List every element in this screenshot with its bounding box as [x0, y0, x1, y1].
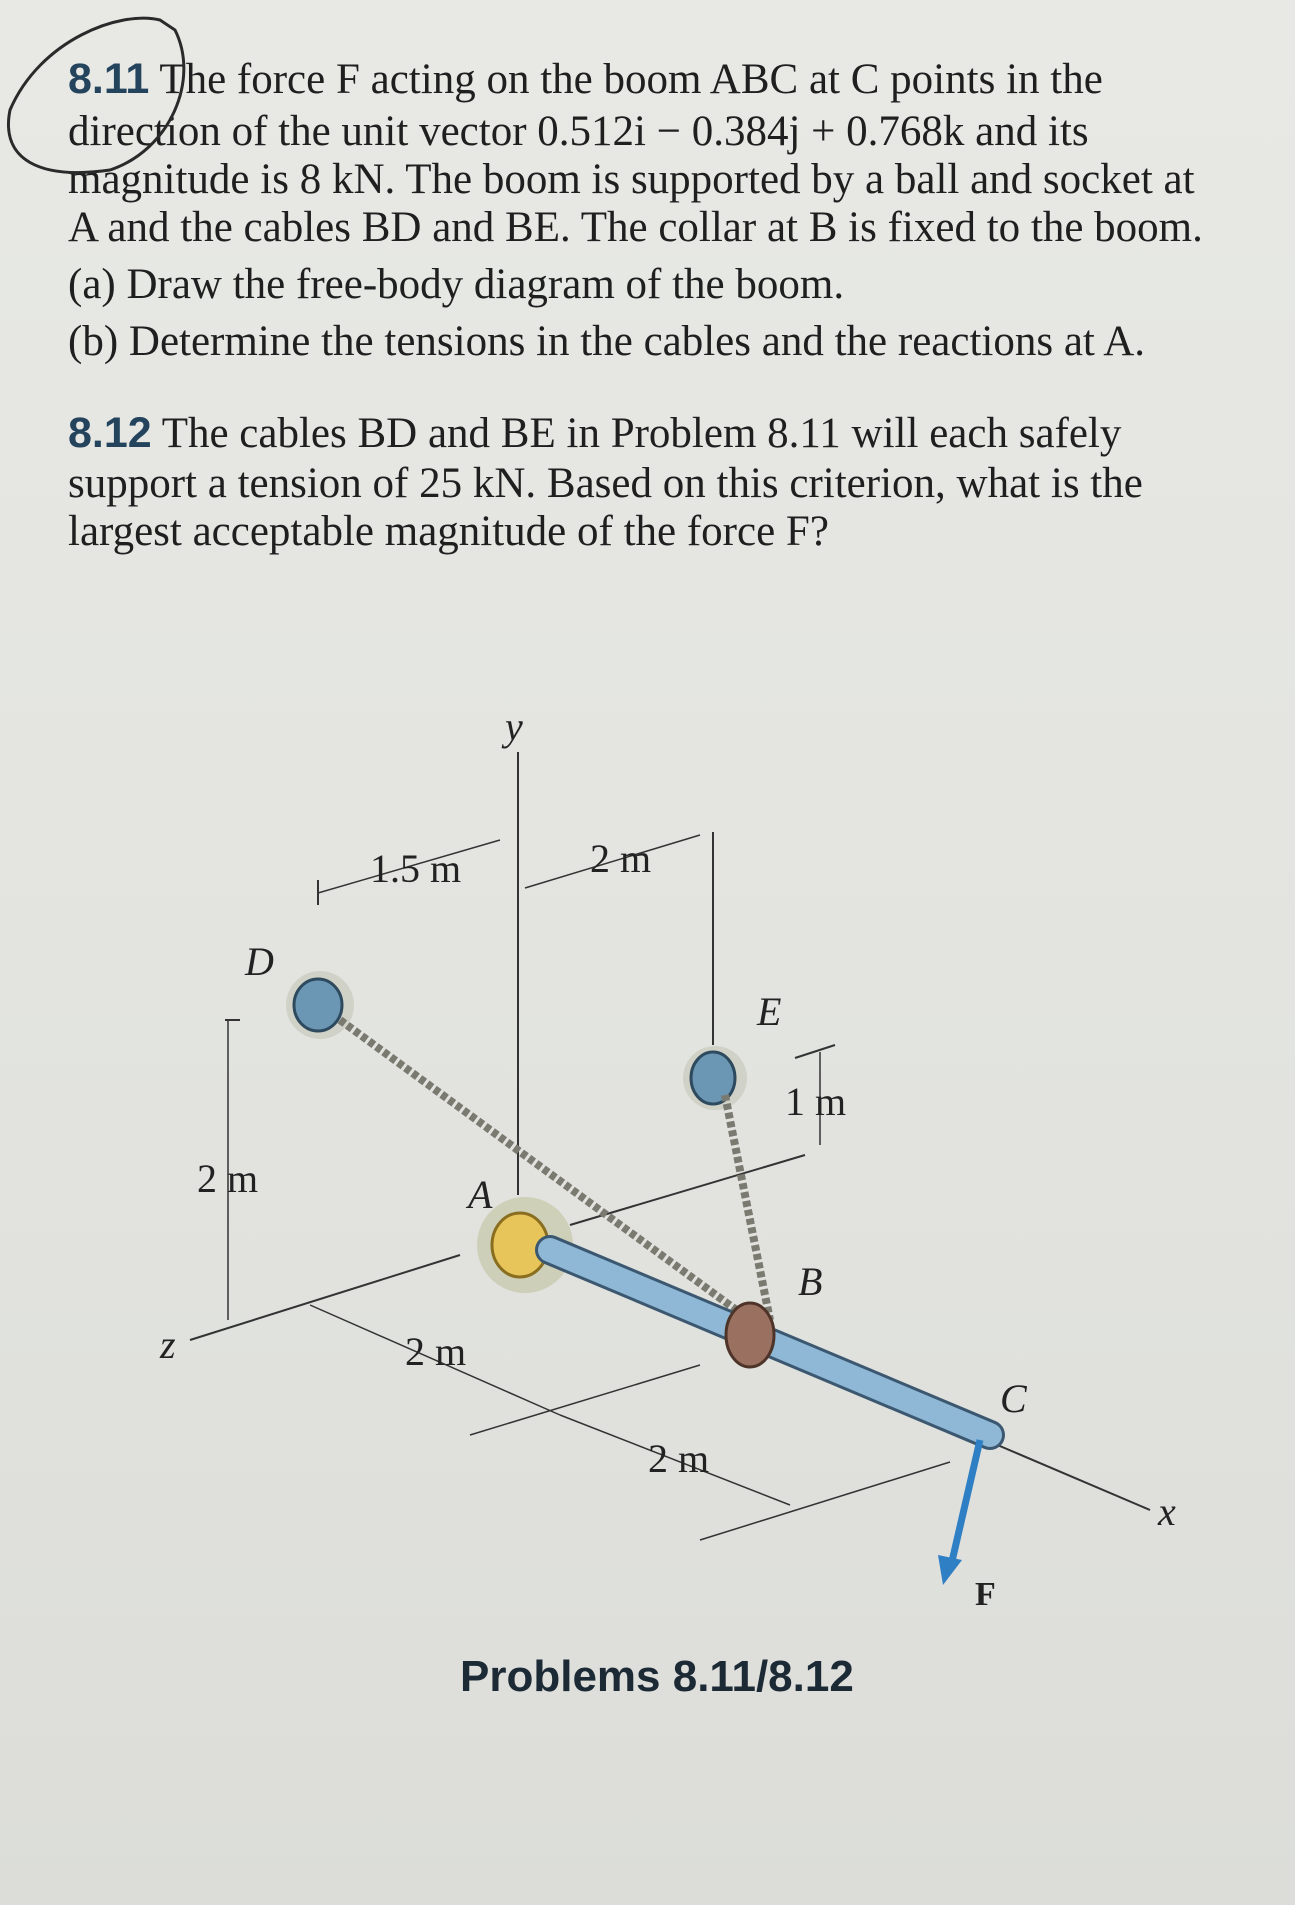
z-axis-label: z: [160, 1322, 176, 1367]
x-axis-label: x: [1158, 1489, 1176, 1534]
force-F-label: F: [975, 1576, 996, 1613]
dim-2m-ground1: 2 m: [405, 1329, 467, 1374]
problem-8-11-line4: A and the cables BD and BE. The collar at B is fixed to the boom.: [68, 204, 1203, 251]
dim-2m-top: 2 m: [590, 836, 652, 881]
problem-number-8-11: 8.11: [68, 55, 150, 103]
anchor-D: [294, 979, 342, 1031]
cable-BE: [725, 1095, 770, 1320]
point-A-label: A: [468, 1172, 493, 1217]
dim-2m-ground2: 2 m: [648, 1436, 710, 1481]
dim-line-ground-base2: [700, 1462, 950, 1540]
z-axis: [190, 1255, 460, 1340]
force-F-arrowhead: [938, 1555, 962, 1585]
dim-1m: 1 m: [785, 1079, 847, 1124]
problem-8-12-line3: largest acceptable magnitude of the force F?: [68, 508, 829, 555]
point-C-label: C: [1000, 1376, 1027, 1421]
problem-number-8-12: 8.12: [68, 409, 152, 457]
figure-caption: Problems 8.11/8.12: [460, 1652, 854, 1701]
dim-1-5m: 1.5 m: [370, 846, 462, 891]
point-B-label: B: [798, 1259, 823, 1304]
problem-8-11-part-a: (a) Draw the free-body diagram of the boom.: [68, 261, 845, 308]
dim-tick: [795, 1045, 835, 1058]
collar-B: [726, 1303, 774, 1367]
problem-8-12-line2: support a tension of 25 kN. Based on this criterion, what is the: [68, 460, 1143, 507]
problem-8-12-line1: 8.12 The cables BD and BE in Problem 8.11 will each safely: [68, 409, 1122, 457]
dim-2m-left: 2 m: [197, 1156, 259, 1201]
point-E-label: E: [757, 989, 782, 1034]
force-F-arrow: [950, 1440, 980, 1570]
problem-8-11-line3: magnitude is 8 kN. The boom is supported by a ball and socket at: [68, 156, 1195, 203]
handwritten-circle-mark: [8, 18, 183, 172]
problem-8-11-line2: direction of the unit vector 0.512i − 0.384j + 0.768k and its: [68, 108, 1089, 155]
problem-8-11-line1: 8.11 The force F acting on the boom ABC at C points in the: [68, 55, 1103, 103]
problem-8-11-part-b: (b) Determine the tensions in the cables and the reactions at A.: [68, 318, 1146, 365]
point-D-label: D: [245, 939, 274, 984]
y-axis-label: y: [505, 704, 523, 749]
